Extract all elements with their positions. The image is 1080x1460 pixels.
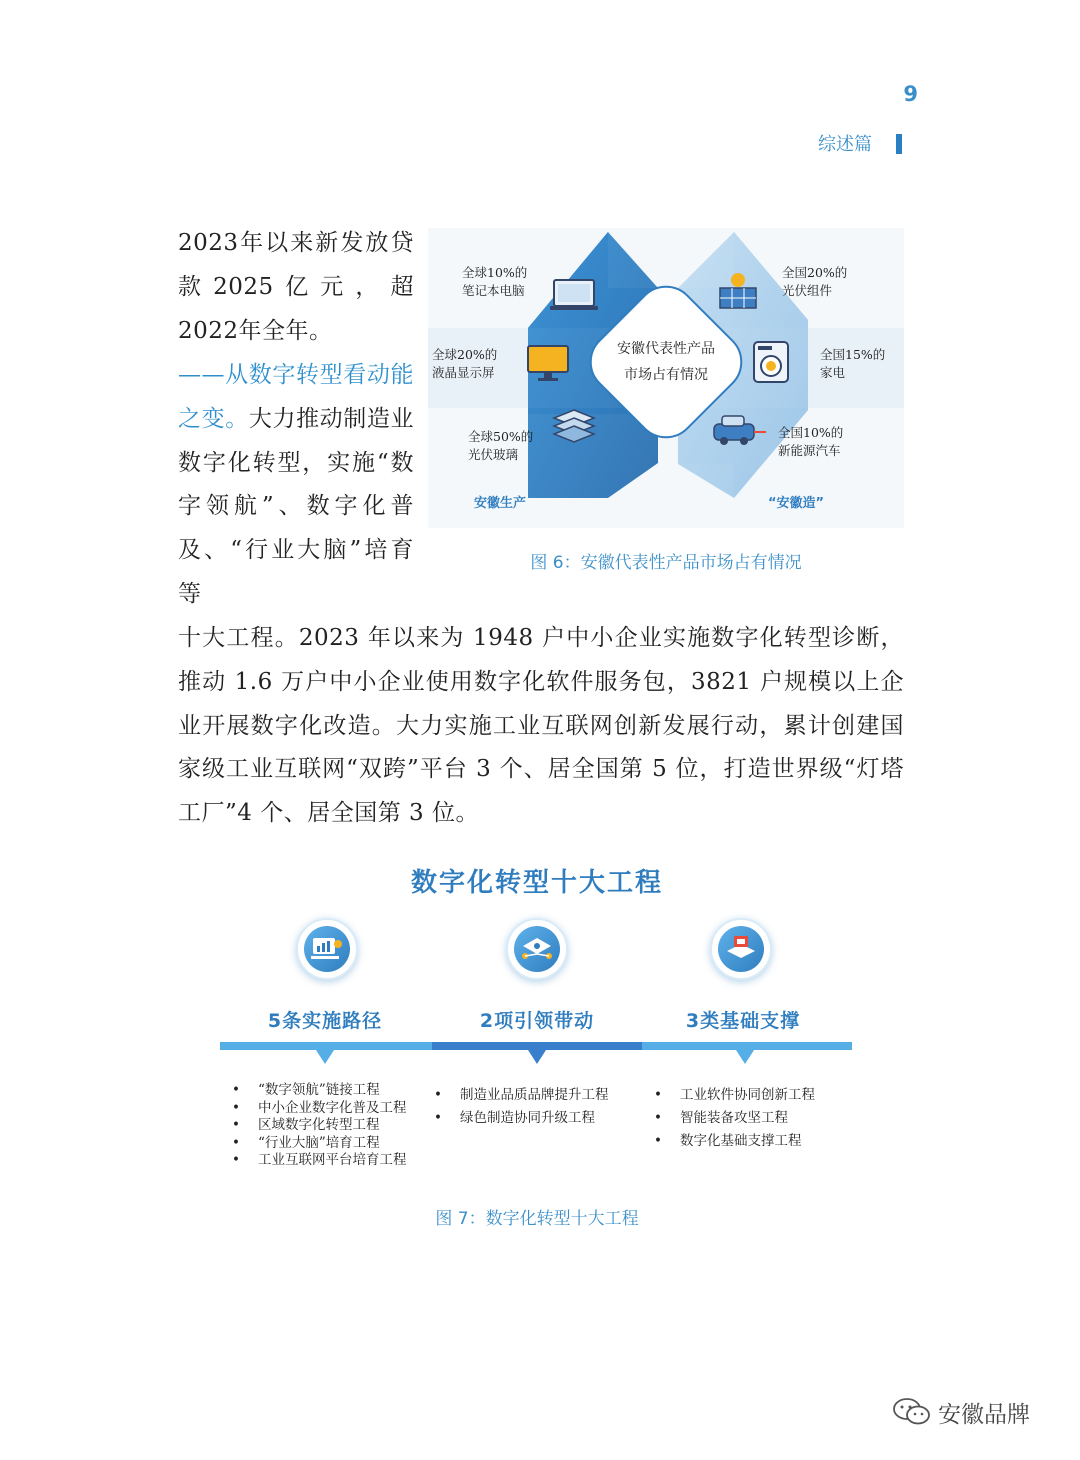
center-label-line2: 市场占有情况 [624,367,708,383]
column-paragraph-1 [178,222,414,353]
item-solar-share: 全国20%的 [782,265,848,280]
list-item: • 制造业品质品牌提升工程 [434,1084,634,1107]
base-circle [710,918,772,980]
item-ev-share: 全国10%的 [778,425,844,440]
list-item: • “数字领航”链接工程 [232,1082,432,1100]
list-lead [434,1084,634,1130]
item-solar-product: 光伏组件 [782,283,833,298]
laptop-icon [550,280,598,310]
paragraph-projects: 十大工程。2023 年以来为 1948 户中小企业实施数字化转型诊断，推动 1.6 万户中小企业使用数字化软件服务包，3821 户规模以上企业开展数字化改造。大力实施工业互联网创新发展行动，累计创建国家级工业互联网“双跨”平台 3 个、居全国第 5 位，打造世界级“灯塔工厂”4 个、居全国第 3 位。 [178,625,904,827]
lead-circle [506,918,568,980]
item-ev-product: 新能源汽车 [778,443,841,458]
pointer-2 [528,1050,546,1064]
item-laptop [462,264,527,300]
item-laptop-share: 全球10%的 [462,265,528,280]
item-appliance-product: 家电 [820,365,846,380]
list-item: • 工业互联网平台培育工程 [232,1152,432,1170]
divider-bar-2 [432,1042,642,1050]
brand-name: 安徽品牌 [938,1402,1030,1428]
divider-bar-1 [220,1042,432,1050]
item-appliance-share: 全国15%的 [820,347,886,362]
figure7-caption: 图 7：数字化转型十大工程 [435,1209,639,1229]
item-glass-share: 全球50%的 [468,429,534,444]
category-lead: 2项引领带动 [479,1010,595,1032]
center-label-line1: 安徽代表性产品 [617,341,715,357]
left-label: 安徽生产 [474,496,527,511]
highlight-heading: ——从数字转型看动能之变。 [178,362,414,432]
path-circle [296,918,358,980]
pointer-3 [736,1050,754,1064]
list-item: • 数字化基础支撑工程 [654,1130,854,1153]
dashboard-icon [311,934,343,964]
full-paragraph [178,617,904,836]
appliance-icon [754,342,788,382]
network-icon [521,934,553,964]
paragraph-loan: 2023年以来新发放贷款2025亿元，超2022年全年。 [178,230,414,344]
section-title: 综述篇 [818,134,872,155]
solar-glass-icon [554,410,594,442]
section-marker [896,134,902,154]
list-item: • 智能装备攻坚工程 [654,1107,854,1130]
column-paragraph-2 [178,354,414,617]
item-display-product: 液晶显示屏 [432,365,495,380]
wechat-icon [892,1396,932,1428]
divider-bar-3 [642,1042,852,1050]
figure-ten-projects [220,858,854,1178]
list-item: • 中小企业数字化普及工程 [232,1100,432,1118]
item-solar [782,264,847,300]
list-base [654,1084,854,1153]
figure6-caption: 图 6：安徽代表性产品市场占有情况 [530,553,802,573]
item-display [432,346,497,382]
category-base: 3类基础支撑 [685,1010,801,1032]
right-label: “安徽造” [768,496,825,511]
figure-market-share [428,228,904,528]
platform-icon [725,934,757,964]
list-item: • “行业大脑”培育工程 [232,1135,432,1153]
list-item: • 区域数字化转型工程 [232,1117,432,1135]
category-paths: 5条实施路径 [267,1010,383,1032]
pointer-1 [316,1050,334,1064]
item-appliance [820,346,885,382]
center-label [586,336,746,388]
list-item: • 绿色制造协同升级工程 [434,1107,634,1130]
list-paths [232,1082,432,1170]
brand-watermark [892,1394,1052,1430]
item-glass [468,428,533,464]
item-glass-product: 光伏玻璃 [468,447,519,462]
item-ev [778,424,843,460]
item-display-share: 全球20%的 [432,347,498,362]
paragraph-digital-rest: 大力推动制造业数字化转型，实施“数字领航”、数字化普及、“行业大脑”培育等 [178,405,415,607]
ten-projects-title: 数字化转型十大工程 [410,868,663,898]
list-item: • 工业软件协同创新工程 [654,1084,854,1107]
paragraph-digital [178,354,414,617]
item-laptop-product: 笔记本电脑 [462,283,525,298]
page-number: 9 [903,82,918,106]
